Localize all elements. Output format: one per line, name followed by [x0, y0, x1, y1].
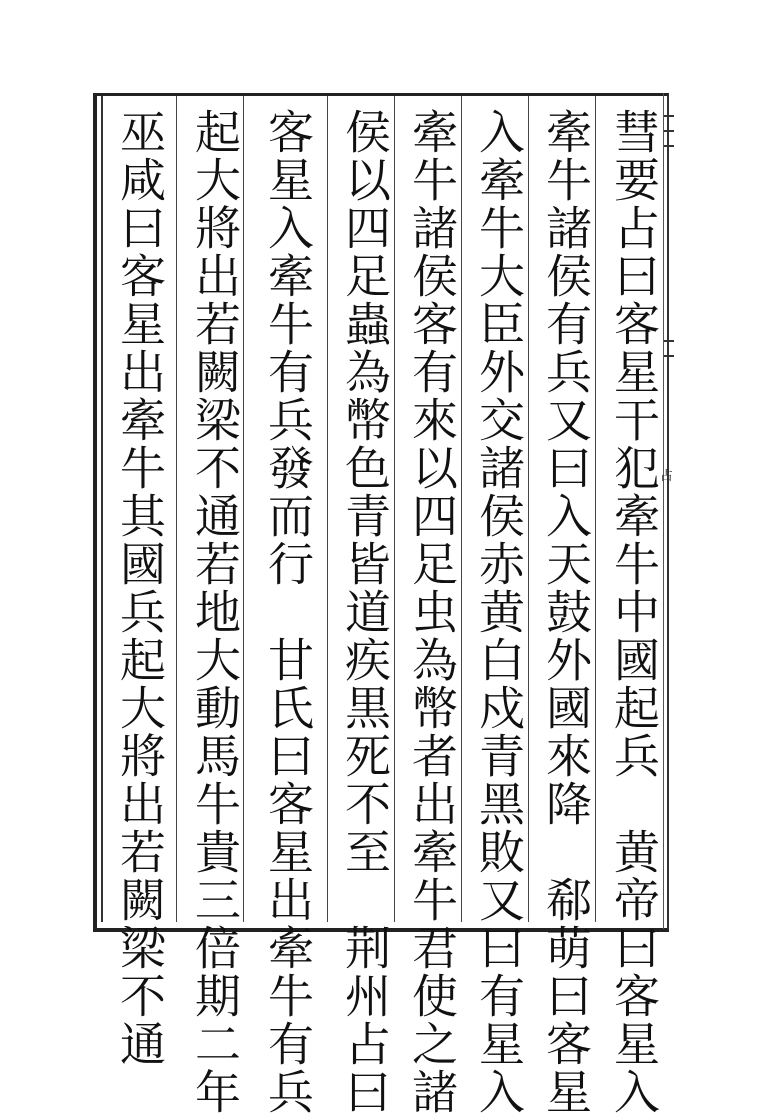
- text-column-3: 入牽牛大臣外交諸侯赤黄白戍青黑敗又曰有星入: [472, 108, 526, 1116]
- column-rule: [327, 96, 328, 922]
- column-rule: [176, 96, 177, 922]
- text-column-5: 侯以四足蟲為幣色青皆道疾黒死不至 荆州占曰: [338, 108, 392, 1116]
- text-column-6: 客星入牽牛有兵發而行 甘氏曰客星出牽牛有兵: [261, 108, 315, 1116]
- text-column-4: 牽牛諸侯客有來以四足虫為幣者出牽牛君使之諸: [405, 108, 459, 1116]
- margin-section-glyph: 占: [660, 469, 674, 484]
- text-column-8: 巫咸曰客星出牽牛其國兵起大將出若闕梁不通: [113, 108, 167, 1068]
- inner-border-rule: [101, 96, 103, 922]
- text-column-7: 起大將出若闕梁不通若地大動馬牛貴三倍期二年: [188, 108, 242, 1116]
- text-column-2: 牽牛諸侯有兵又曰入天鼓外國來降 郗萌曰客星: [539, 108, 593, 1116]
- text-column-1: 彗要占曰客星干犯牽牛中國起兵 黄帝曰客星入: [607, 108, 661, 1116]
